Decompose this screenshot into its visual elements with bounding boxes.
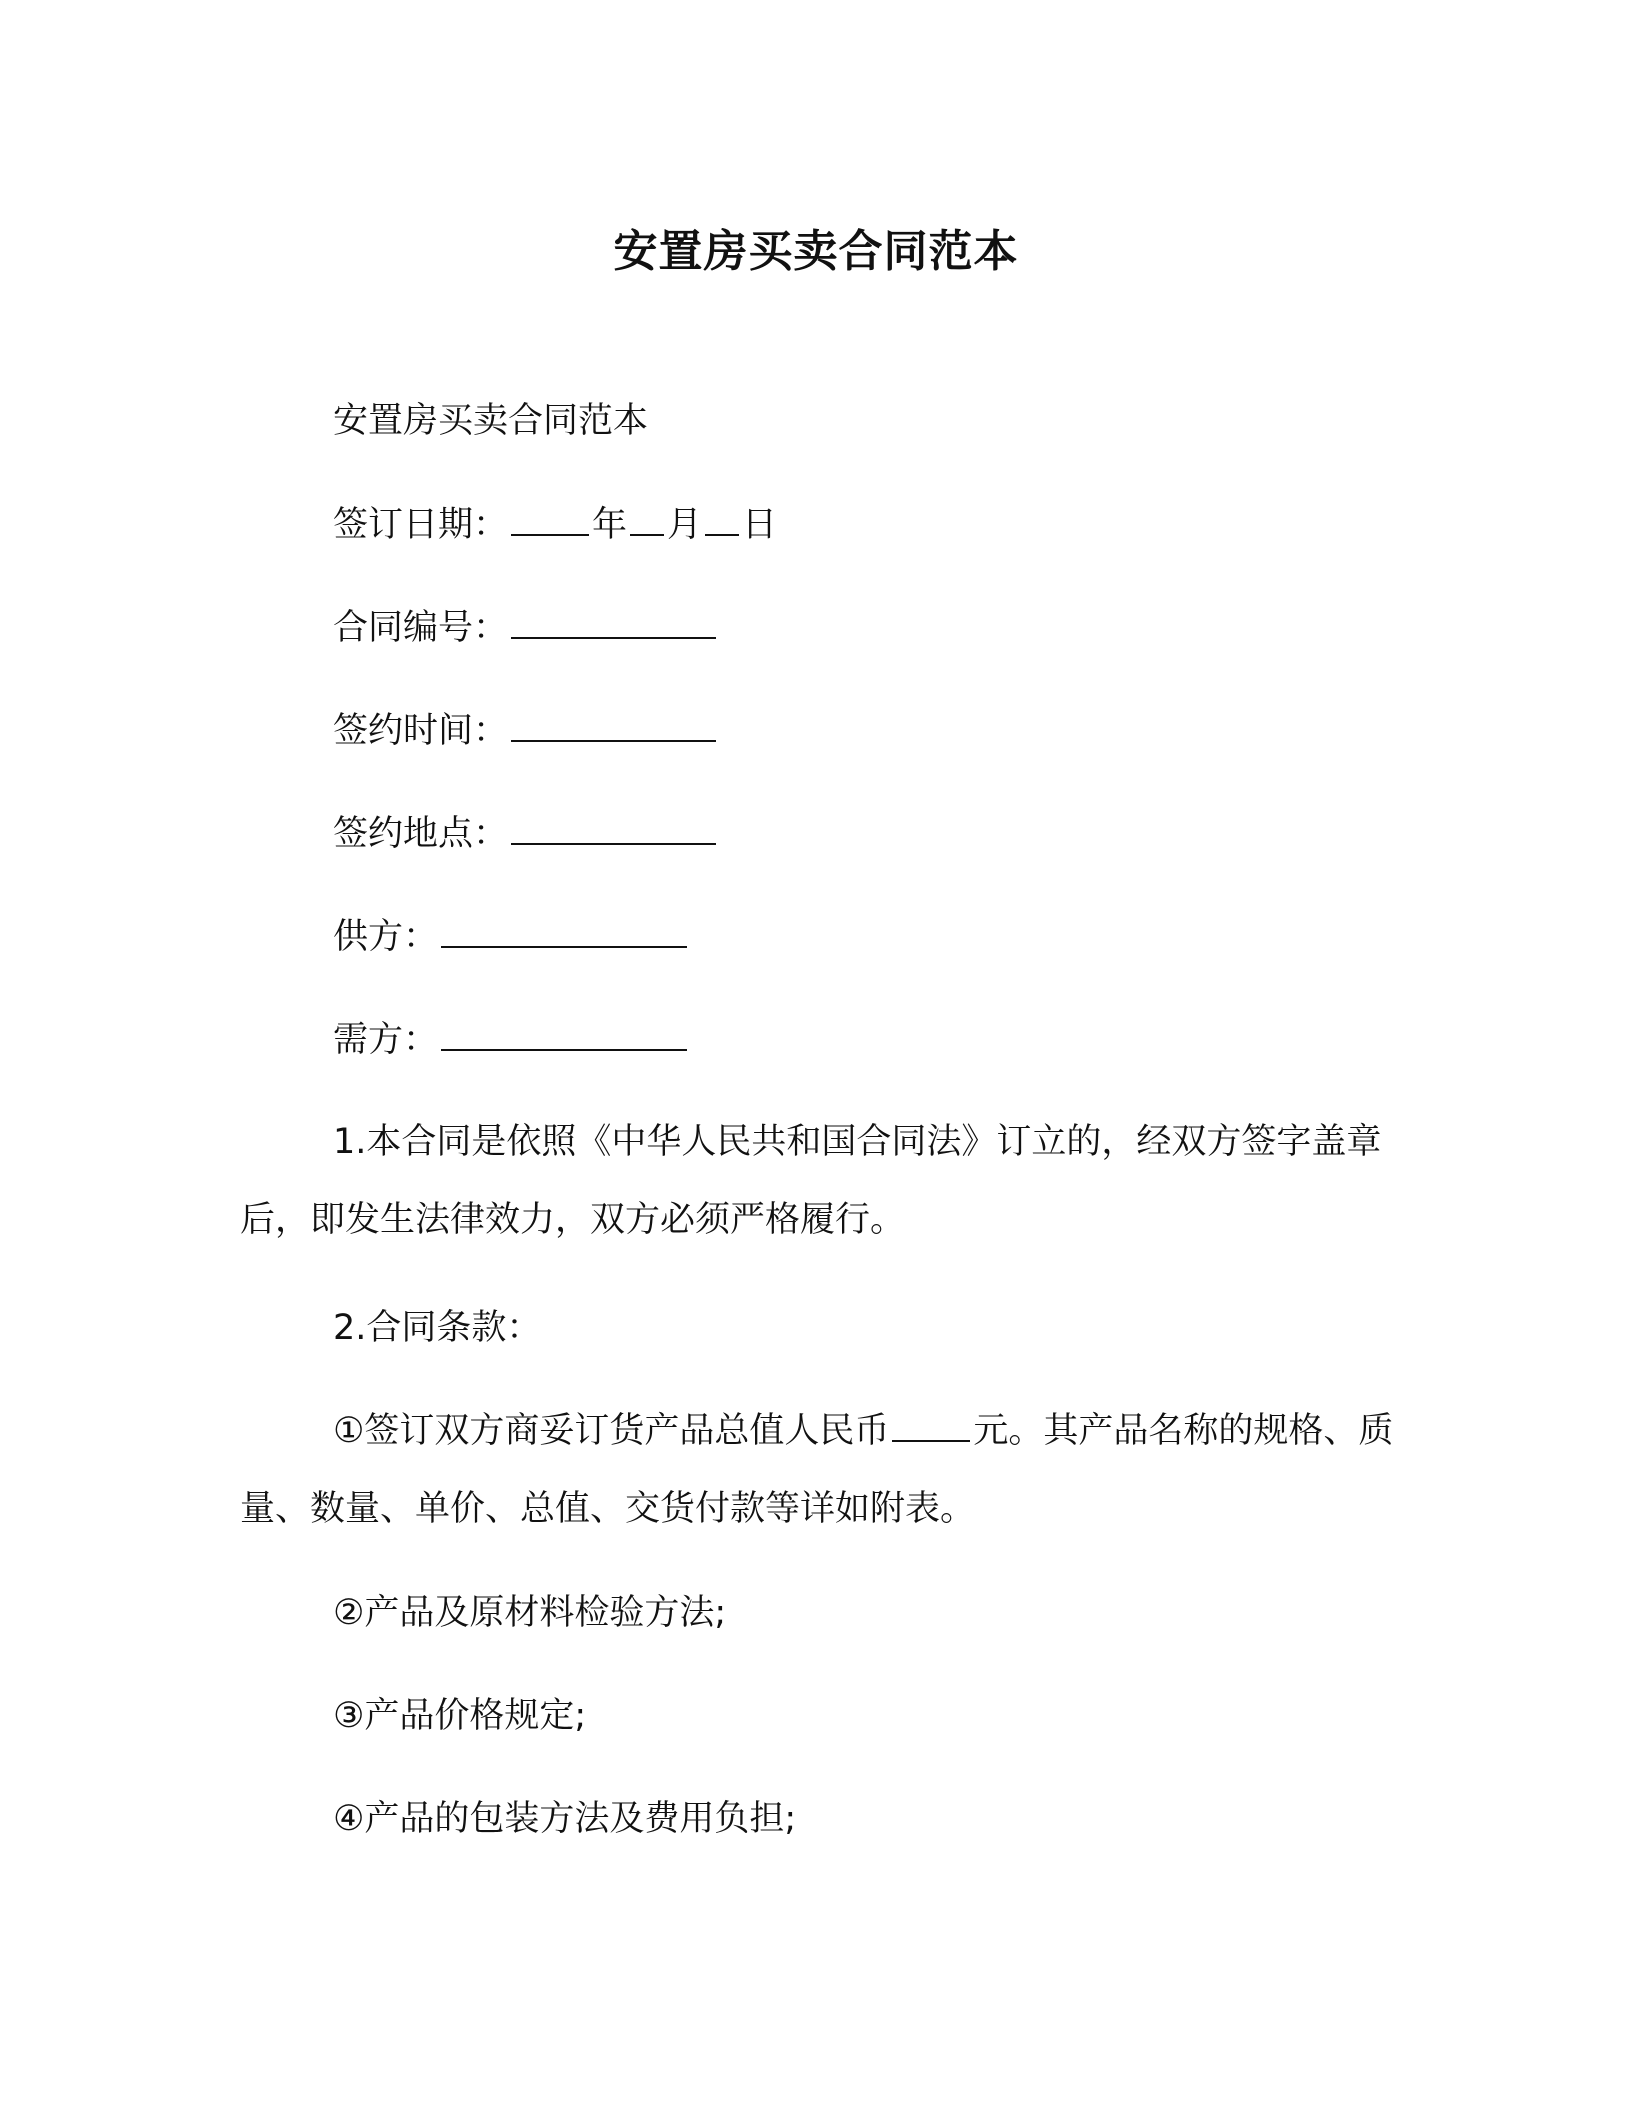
- clause-2-heading: 2.合同条款：: [333, 1308, 542, 1348]
- clause-2-item-2: ②产品及原材料检验方法;: [333, 1593, 727, 1633]
- sign-place-blank: [511, 813, 716, 845]
- month-blank: [630, 504, 664, 536]
- sign-date-label: 签订日期：: [333, 505, 509, 545]
- clause-2-item-4: ④产品的包装方法及费用负担;: [333, 1799, 797, 1839]
- day-blank: [705, 504, 739, 536]
- sign-time-line: [333, 706, 719, 756]
- month-label: 月: [667, 505, 703, 545]
- contract-number-blank: [511, 607, 716, 639]
- sign-place-line: [333, 809, 719, 859]
- day-label: 日: [742, 505, 778, 545]
- sign-date-line: [333, 500, 777, 550]
- supplier-line: [333, 912, 690, 962]
- clause-1: 1.本合同是依照《中华人民共和国合同法》订立的，经双方签字盖章后，即发生法律效力，双方必须严格履行。: [240, 1122, 1382, 1240]
- clause-2-item-1-text-before: ①签订双方商妥订货产品总值人民币: [333, 1411, 890, 1451]
- total-value-blank: [892, 1410, 970, 1442]
- clause-2-item-1-text-after: 元。其产品名称的规格、质量、数量、单价、总值、交货付款等详如附表。: [240, 1411, 1394, 1529]
- subtitle: 安置房买卖合同范本: [333, 401, 649, 441]
- contract-number-line: [333, 603, 719, 653]
- buyer-label: 需方：: [333, 1020, 439, 1060]
- year-label: 年: [592, 505, 628, 545]
- buyer-blank: [441, 1019, 687, 1051]
- sign-time-label: 签约时间：: [333, 711, 509, 751]
- clause-2-item-1: [240, 1392, 1420, 1548]
- buyer-line: [333, 1015, 690, 1065]
- clause-2-item-3: ③产品价格规定;: [333, 1696, 587, 1736]
- contract-number-label: 合同编号：: [333, 608, 509, 648]
- supplier-label: 供方：: [333, 917, 439, 957]
- year-blank: [511, 504, 589, 536]
- sign-place-label: 签约地点：: [333, 814, 509, 854]
- sign-time-blank: [511, 710, 716, 742]
- document-title: 安置房买卖合同范本: [613, 226, 1019, 277]
- supplier-blank: [441, 916, 687, 948]
